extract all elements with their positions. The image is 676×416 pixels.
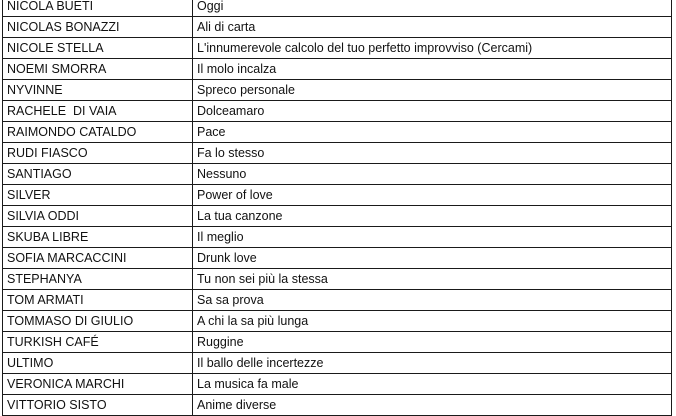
table-row xyxy=(3,248,672,269)
artist-cell: STEPHANYA xyxy=(3,269,193,290)
song-title-cell: La tua canzone xyxy=(193,206,672,227)
artist-cell: RUDI FIASCO xyxy=(3,143,193,164)
table-row xyxy=(3,269,672,290)
song-title-cell: Dolceamaro xyxy=(193,101,672,122)
table-row xyxy=(3,59,672,80)
table-row xyxy=(3,332,672,353)
artist-cell: SANTIAGO xyxy=(3,164,193,185)
artists-table xyxy=(2,0,672,416)
artist-cell: RACHELE DI VAIA xyxy=(3,101,193,122)
song-title-cell: Il meglio xyxy=(193,227,672,248)
song-title-cell: Power of love xyxy=(193,185,672,206)
table-row xyxy=(3,38,672,59)
table-row xyxy=(3,122,672,143)
artist-cell: NICOLAS BONAZZI xyxy=(3,17,193,38)
song-title-cell: Pace xyxy=(193,122,672,143)
song-title-cell: Fa lo stesso xyxy=(193,143,672,164)
song-title-cell: Il ballo delle incertezze xyxy=(193,353,672,374)
song-title-cell: Drunk love xyxy=(193,248,672,269)
table-row xyxy=(3,17,672,38)
table-row xyxy=(3,80,672,101)
song-title-cell: Ruggine xyxy=(193,332,672,353)
song-title-cell: Tu non sei più la stessa xyxy=(193,269,672,290)
song-title-cell: Spreco personale xyxy=(193,80,672,101)
table-row xyxy=(3,395,672,416)
song-title-cell: Sa sa prova xyxy=(193,290,672,311)
artist-cell: SILVIA ODDI xyxy=(3,206,193,227)
table-row xyxy=(3,101,672,122)
artist-cell: TURKISH CAFÉ xyxy=(3,332,193,353)
song-title-cell: Il molo incalza xyxy=(193,59,672,80)
artists-table-body xyxy=(3,0,672,416)
song-title-cell: La musica fa male xyxy=(193,374,672,395)
artist-cell: NOEMI SMORRA xyxy=(3,59,193,80)
table-row xyxy=(3,374,672,395)
song-title-cell: A chi la sa più lunga xyxy=(193,311,672,332)
song-title-cell: Nessuno xyxy=(193,164,672,185)
song-title-cell: Anime diverse xyxy=(193,395,672,416)
table-row xyxy=(3,0,672,17)
artist-cell: TOMMASO DI GIULIO xyxy=(3,311,193,332)
artist-cell: VITTORIO SISTO xyxy=(3,395,193,416)
artist-cell: VERONICA MARCHI xyxy=(3,374,193,395)
song-title-cell: L'innumerevole calcolo del tuo perfetto improvviso (Cercami) xyxy=(193,38,672,59)
table-row xyxy=(3,206,672,227)
artist-cell: TOM ARMATI xyxy=(3,290,193,311)
song-title-cell: Oggi xyxy=(193,0,672,17)
artist-cell: NYVINNE xyxy=(3,80,193,101)
artist-cell: SKUBA LIBRE xyxy=(3,227,193,248)
table-row xyxy=(3,353,672,374)
table-row xyxy=(3,227,672,248)
table-row xyxy=(3,164,672,185)
artist-cell: RAIMONDO CATALDO xyxy=(3,122,193,143)
table-row xyxy=(3,311,672,332)
song-title-cell: Ali di carta xyxy=(193,17,672,38)
artist-cell: SOFIA MARCACCINI xyxy=(3,248,193,269)
artist-cell: NICOLE STELLA xyxy=(3,38,193,59)
artist-cell: NICOLA BUETI xyxy=(3,0,193,17)
artist-cell: SILVER xyxy=(3,185,193,206)
artist-cell: ULTIMO xyxy=(3,353,193,374)
table-row xyxy=(3,185,672,206)
table-row xyxy=(3,290,672,311)
table-row xyxy=(3,143,672,164)
